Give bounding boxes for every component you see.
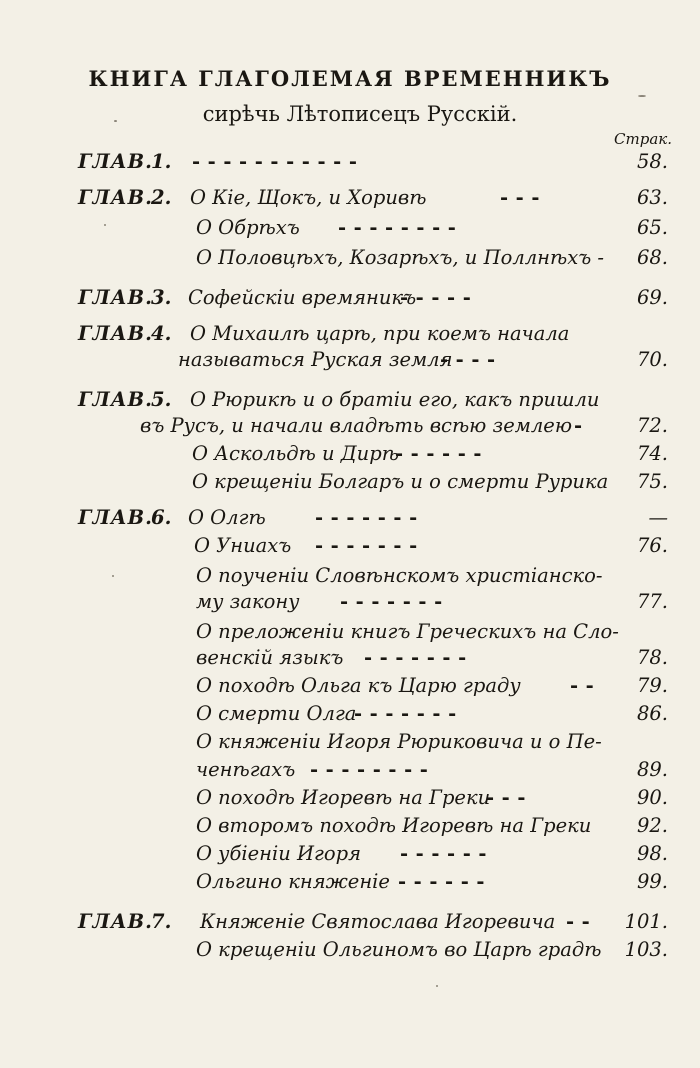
toc-entry <box>0 442 700 472</box>
entry-title: О княженіи Игоря Рюриковича и о Пе- <box>196 730 602 753</box>
page-number: 63. <box>636 186 668 209</box>
dot-leader: - - - - - - - - <box>338 216 457 239</box>
paper-speck <box>112 575 114 577</box>
chapter-label: ГЛАВ. <box>78 506 153 529</box>
entry-title: О крещеніи Ольгиномъ во Царѣ градѣ <box>196 938 602 961</box>
page-number: 101. <box>624 910 668 933</box>
entry-title: му закону <box>196 590 300 613</box>
toc-entry <box>0 470 700 500</box>
entry-title: О Олгѣ <box>188 506 266 529</box>
page-number: 92. <box>636 814 668 837</box>
entry-title: венскій языкъ <box>196 646 344 669</box>
dot-leader: - - - <box>500 186 540 209</box>
entry-title: Софейскіи времяникъ <box>188 286 417 309</box>
chapter-number: 7. <box>151 910 172 933</box>
page-title: КНИГА ГЛАГОЛЕМАЯ ВРЕМЕННИКЪ <box>88 66 612 91</box>
entry-title: ченѣгахъ <box>196 758 296 781</box>
toc-entry <box>0 590 700 620</box>
toc-entry <box>0 286 700 316</box>
chapter-number: 3. <box>151 286 172 309</box>
chapter-label: ГЛАВ. <box>78 150 153 173</box>
chapter-label: ГЛАВ. <box>78 388 153 411</box>
chapter-number: 6. <box>151 506 172 529</box>
entry-title: О смерти Олга <box>196 702 357 725</box>
entry-title: О преложеніи книгъ Греческихъ на Сло- <box>196 620 619 643</box>
entry-title: Ольгино княженіе <box>196 870 390 893</box>
entry-title: Княженіе Святослава Игоревича <box>200 910 556 933</box>
chapter-label: ГЛАВ. <box>78 186 153 209</box>
chapter-number: 2. <box>151 186 172 209</box>
dot-leader: - - - - <box>440 348 496 371</box>
paper-speck <box>114 120 117 122</box>
page-number: 86. <box>636 702 668 725</box>
toc-entry <box>0 246 700 276</box>
entry-title: О Михаилѣ царѣ, при коемъ начала <box>190 322 570 345</box>
paper-speck <box>436 985 438 987</box>
dot-leader: - - - - - - <box>395 442 482 465</box>
paper-speck <box>638 95 646 97</box>
entry-title: называться Руская земля <box>178 348 453 371</box>
entry-title: О Обрѣхъ <box>196 216 300 239</box>
dot-leader: - - <box>570 674 595 697</box>
dot-leader: - <box>574 414 583 437</box>
chapter-label: ГЛАВ. <box>78 910 153 933</box>
toc-entry <box>0 814 700 844</box>
dot-leader: - - - - - - - <box>315 534 418 557</box>
dot-leader: - - - - - - - <box>354 702 457 725</box>
entry-title: О Аскольдѣ и Дирѣ <box>192 442 399 465</box>
entry-title: О Рюрикѣ и о братіи его, какъ пришли <box>190 388 600 411</box>
dot-leader: - - - <box>486 786 526 809</box>
entry-title: О Униахъ <box>194 534 292 557</box>
page-number: 69. <box>636 286 668 309</box>
dot-leader: - - - - - - - - <box>310 758 429 781</box>
page-subtitle: сирѣчь Лѣтописецъ Русскій. <box>202 102 518 126</box>
entry-title: О Половцѣхъ, Козарѣхъ, и Поллнѣхъ - <box>196 246 604 269</box>
page-number: 72. <box>636 414 668 437</box>
entry-title: О походѣ Ольга къ Царю граду <box>196 674 521 697</box>
toc-entry <box>0 910 700 940</box>
page-number: 77. <box>636 590 668 613</box>
page-number: 103. <box>624 938 668 961</box>
dot-leader: - - - - - - - <box>364 646 467 669</box>
toc-entry <box>0 414 700 444</box>
page-number: 98. <box>636 842 668 865</box>
entry-title: О поученіи Словѣнскомъ христіанско- <box>196 564 603 587</box>
page-number: 65. <box>636 216 668 239</box>
page-number: 70. <box>636 348 668 371</box>
dot-leader: - - - - - - <box>400 842 487 865</box>
toc-entry <box>0 216 700 246</box>
entry-title: О походѣ Игоревѣ на Греки <box>196 786 491 809</box>
chapter-label: ГЛАВ. <box>78 286 153 309</box>
toc-entry <box>0 938 700 968</box>
toc-entry <box>0 786 700 816</box>
entry-title: О второмъ походѣ Игоревѣ на Греки <box>196 814 592 837</box>
page-number: 90. <box>636 786 668 809</box>
chapter-number: 4. <box>151 322 172 345</box>
dot-leader: - - <box>566 910 591 933</box>
toc-entry <box>0 150 700 180</box>
toc-entry <box>0 646 700 676</box>
toc-entry <box>0 534 700 564</box>
toc-entry <box>0 348 700 378</box>
chapter-label: ГЛАВ. <box>78 322 153 345</box>
toc-entry <box>0 842 700 872</box>
toc-entry <box>0 758 700 788</box>
dot-leader: - - - - - <box>400 286 472 309</box>
toc-entry <box>0 506 700 536</box>
chapter-number: 1. <box>151 150 172 173</box>
toc-entry <box>0 730 700 760</box>
toc-entry <box>0 870 700 900</box>
page-number: 74. <box>636 442 668 465</box>
dot-leader: - - - - - - - <box>315 506 418 529</box>
toc-entry <box>0 702 700 732</box>
entry-title: въ Русъ, и начали владѣть всѣю землею <box>140 414 573 437</box>
page-number: 79. <box>636 674 668 697</box>
dot-leader: - - - - - - - - - - - <box>192 150 358 173</box>
entry-title: О крещеніи Болгаръ и о смерти Рурика <box>192 470 609 493</box>
toc-entry <box>0 186 700 216</box>
toc-entry <box>0 674 700 704</box>
paper-speck <box>104 224 106 226</box>
page-number: 78. <box>636 646 668 669</box>
dot-leader: - - - - - - <box>398 870 485 893</box>
page-number: 58. <box>636 150 668 173</box>
page-number: 99. <box>636 870 668 893</box>
page-number: 89. <box>636 758 668 781</box>
chapter-number: 5. <box>151 388 172 411</box>
entry-title: О Кіе, Щокъ, и Хоривѣ <box>190 186 427 209</box>
page-number: 76. <box>636 534 668 557</box>
page-number: 68. <box>636 246 668 269</box>
dot-leader: - - - - - - - <box>340 590 443 613</box>
page-column-label: Страк. <box>614 130 672 148</box>
page-number: — <box>648 506 668 529</box>
entry-title: О убіеніи Игоря <box>196 842 362 865</box>
page-number: 75. <box>636 470 668 493</box>
